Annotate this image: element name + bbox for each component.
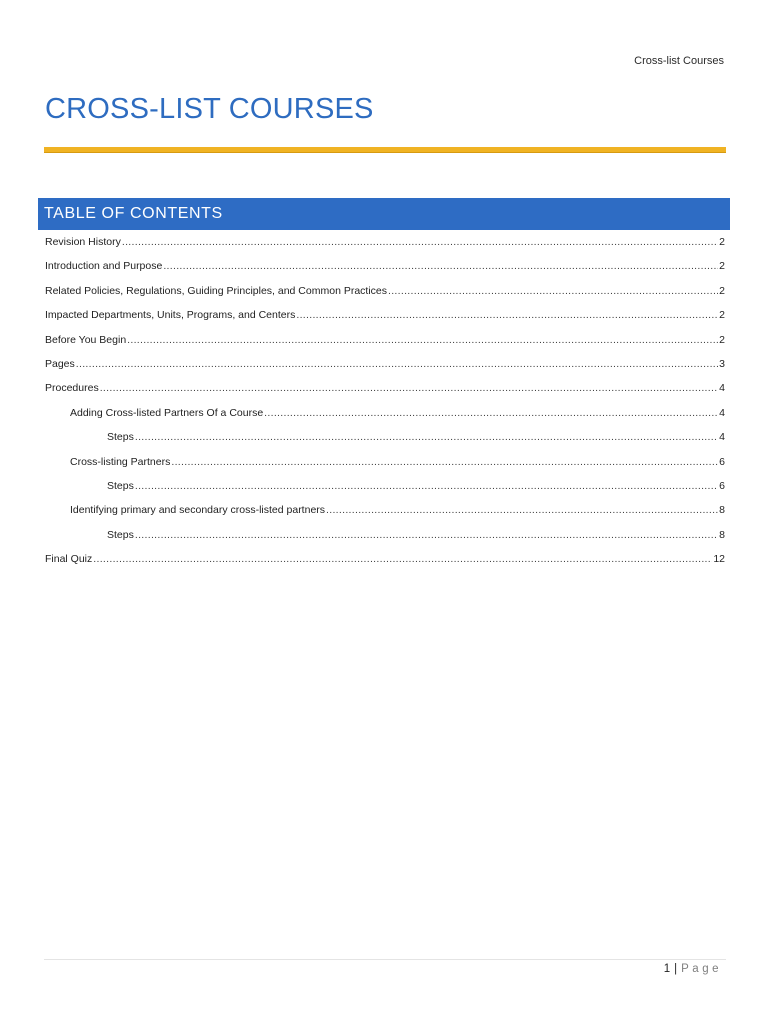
toc-dot-leader — [264, 407, 718, 419]
toc-entry-page-number: 2 — [719, 333, 725, 346]
toc-dot-leader — [76, 358, 718, 370]
toc-heading-banner — [38, 198, 730, 230]
toc-entry-title: Identifying primary and secondary cross-listed partners — [70, 504, 326, 517]
toc-entry-page-number: 12 — [713, 553, 725, 566]
toc-entry[interactable] — [45, 504, 725, 528]
toc-entry-page-number: 6 — [719, 479, 725, 492]
page-number: 1 — [663, 963, 671, 975]
toc-entry-title: Before You Begin — [45, 333, 127, 346]
footer-divider — [44, 959, 726, 960]
toc-entry-page-number: 2 — [719, 309, 725, 322]
toc-dot-leader — [135, 480, 718, 492]
toc-dot-leader — [135, 431, 718, 443]
toc-entry-title: Related Policies, Regulations, Guiding Principles, and Common Practices — [45, 284, 387, 297]
document-title: CROSS-LIST COURSES — [45, 93, 374, 125]
toc-entry-page-number: 8 — [719, 528, 725, 541]
toc-entry-page-number: 8 — [719, 504, 725, 517]
toc-entry-page-number: 4 — [719, 431, 725, 444]
toc-dot-leader — [326, 504, 718, 516]
toc-dot-leader — [127, 334, 718, 346]
running-header: Cross-list Courses — [634, 55, 724, 67]
toc-entry-title: Cross-listing Partners — [70, 455, 171, 468]
page-label: Page — [681, 963, 722, 975]
toc-entry-page-number: 4 — [719, 382, 725, 395]
toc-dot-leader — [93, 553, 712, 565]
toc-entry-title: Pages — [45, 357, 75, 370]
page-separator: | — [674, 963, 678, 975]
toc-entry[interactable] — [45, 431, 725, 455]
toc-entry[interactable] — [45, 285, 725, 309]
toc-entry-title: Steps — [107, 528, 134, 541]
toc-entry-title: Final Quiz — [45, 553, 93, 566]
toc-entry[interactable] — [45, 407, 725, 431]
toc-dot-leader — [163, 260, 718, 272]
toc-entry[interactable] — [45, 236, 725, 260]
toc-entry-title: Procedures — [45, 382, 99, 395]
toc-entry-title: Steps — [107, 431, 134, 444]
toc-entry[interactable] — [45, 260, 725, 284]
toc-entry[interactable] — [45, 358, 725, 382]
toc-entry[interactable] — [45, 480, 725, 504]
toc-dot-leader — [388, 285, 718, 297]
toc-entry-title: Revision History — [45, 236, 121, 248]
toc-entry-title: Impacted Departments, Units, Programs, and Centers — [45, 309, 296, 322]
table-of-contents — [45, 236, 725, 577]
toc-entry-page-number: 3 — [719, 357, 725, 370]
toc-entry-page-number: 2 — [719, 284, 725, 297]
toc-entry-title: Introduction and Purpose — [45, 260, 163, 273]
toc-entry-title: Adding Cross-listed Partners Of a Course — [70, 406, 264, 419]
toc-heading: TABLE OF CONTENTS — [44, 205, 223, 222]
toc-entry[interactable] — [45, 334, 725, 358]
toc-entry[interactable] — [45, 382, 725, 406]
toc-entry-page-number: 4 — [719, 406, 725, 419]
toc-entry-page-number: 2 — [719, 236, 725, 248]
toc-entry[interactable] — [45, 553, 725, 577]
title-underline-rule — [44, 147, 726, 153]
toc-entry-title: Steps — [107, 479, 134, 492]
page-footer — [664, 963, 722, 975]
toc-dot-leader — [122, 236, 718, 248]
toc-dot-leader — [171, 456, 718, 468]
toc-dot-leader — [100, 382, 718, 394]
toc-dot-leader — [296, 309, 718, 321]
toc-entry-page-number: 6 — [719, 455, 725, 468]
toc-entry[interactable] — [45, 529, 725, 553]
toc-dot-leader — [135, 529, 718, 541]
toc-entry-page-number: 2 — [719, 260, 725, 273]
toc-entry[interactable] — [45, 456, 725, 480]
toc-entry[interactable] — [45, 309, 725, 333]
